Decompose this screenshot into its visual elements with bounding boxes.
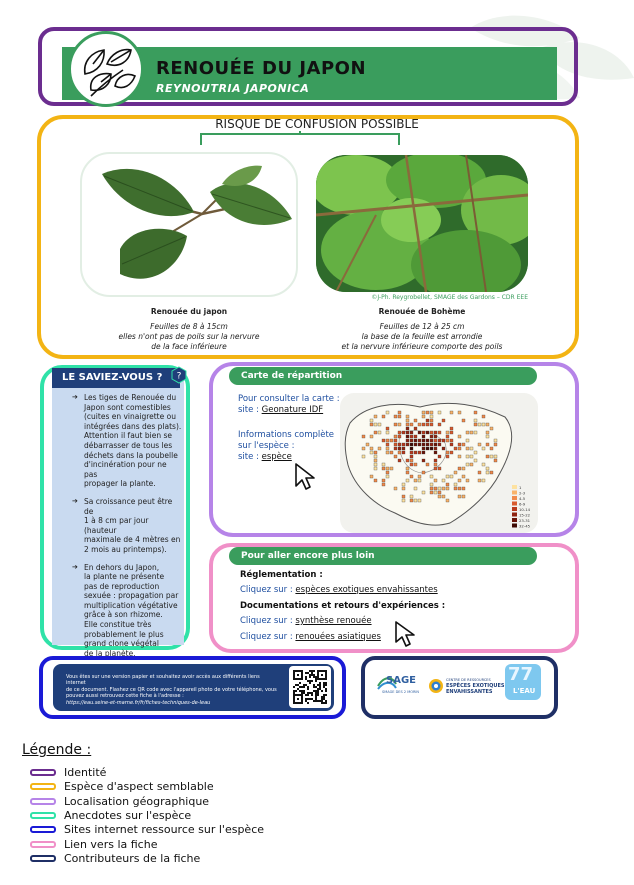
japanese-knotweed-desc-3: de la face inférieure bbox=[151, 342, 227, 351]
legend-swatch bbox=[30, 769, 56, 776]
arrow-right-icon: ➔ bbox=[72, 393, 78, 401]
map-legend-swatch bbox=[512, 507, 517, 511]
map-legend-swatch bbox=[512, 485, 517, 489]
bohemian-knotweed-desc-2: la base de la feuille est arrondie bbox=[361, 332, 483, 341]
confusion-title: RISQUE DE CONFUSION POSSIBLE bbox=[215, 117, 419, 131]
legend-label: Localisation géographique bbox=[64, 794, 210, 808]
map-legend-swatch bbox=[512, 524, 517, 528]
legend-label: Lien vers la fiche bbox=[64, 837, 158, 851]
bohemian-knotweed-desc-1: Feuilles de 12 à 25 cm bbox=[379, 322, 465, 331]
legend-swatch bbox=[30, 783, 56, 790]
legend-label: Anecdotes sur l'espèce bbox=[64, 808, 192, 822]
eau77-logo: 77 L'EAU bbox=[505, 664, 541, 700]
eee-globe-icon bbox=[428, 678, 444, 694]
asian-knotweed-link[interactable]: renouées asiatiques bbox=[295, 632, 381, 642]
anecdote-item: ➔ Sa croissance peut être de 1 à 8 cm par jour (hauteur maximale de 4 mètres en 2 mois au printemps). bbox=[72, 496, 181, 554]
map-legend-label: 1 bbox=[519, 484, 522, 490]
map-legend-label: 4-5 bbox=[519, 495, 526, 501]
cursor-pointer-icon bbox=[293, 462, 317, 492]
map-legend-label: 6-9 bbox=[519, 501, 526, 507]
consult-map-label: Pour consulter la carte : bbox=[238, 394, 340, 404]
legend-swatch bbox=[30, 855, 56, 862]
invasive-species-link[interactable]: espèces exotiques envahissantes bbox=[295, 585, 438, 595]
species-link[interactable]: espèce bbox=[261, 452, 292, 462]
legend-swatch bbox=[30, 798, 56, 805]
anecdotes-title: LE SAVIEZ-VOUS ? bbox=[52, 368, 180, 388]
map-legend-label: 23-31 bbox=[519, 517, 531, 523]
legend-swatch bbox=[30, 812, 56, 819]
consult-map-line: site : Geonature IDF bbox=[238, 405, 324, 415]
scientific-name: REYNOUTRIA JAPONICA bbox=[156, 82, 310, 95]
arrow-right-icon: ➔ bbox=[72, 562, 78, 571]
legend-label: Contributeurs de la fiche bbox=[64, 851, 201, 865]
map-legend-swatch bbox=[512, 513, 517, 517]
legend-label: Sites internet ressource sur l'espèce bbox=[64, 823, 265, 837]
eee-resource-center-logo: CENTRE DE RESSOURCES ESPÈCES EXOTIQUES ENVAHISSANTES bbox=[428, 676, 500, 698]
regulation-line: Cliquez sur : espèces exotiques envahissantes bbox=[240, 585, 438, 595]
species-info-line: site : espèce bbox=[238, 452, 292, 462]
synthesis-link[interactable]: synthèse renouée bbox=[295, 616, 372, 626]
anecdote-item: ➔ En dehors du Japon, la plante ne présente pas de reproduction sexuée : propagation par multiplication végétative grâce à son rhizome. Elle constitue très probablement le plus grand clone végétal de la planète. bbox=[72, 562, 179, 658]
fiche-url[interactable]: https://eau.seine-et-marne.fr/fr/fiches-techniques-de-leau bbox=[66, 699, 211, 706]
map-legend-label: 10-14 bbox=[519, 506, 531, 512]
legend-title: Légende : bbox=[22, 742, 92, 758]
distribution-title: Carte de répartition bbox=[229, 367, 537, 385]
map-legend-swatch bbox=[512, 518, 517, 522]
species-info-label-1: Informations complète bbox=[238, 430, 335, 440]
legend-label: Identité bbox=[64, 766, 107, 779]
asian-knotweed-line: Cliquez sur : renouées asiatiques bbox=[240, 632, 381, 642]
distribution-map bbox=[340, 393, 538, 533]
anecdote-item: ➔ Les tiges de Renouée du Japon sont comestibles (cuites en vinaigrette ou intégrées dans des plats). Attention il faut bien se débarrasser de tous les déchets dans la poubelle d'incinération pour ne pas propager la plante. bbox=[72, 393, 182, 489]
svg-text:?: ? bbox=[176, 371, 182, 382]
page-title: RENOUÉE DU JAPON bbox=[156, 58, 367, 79]
bohemian-knotweed-name: Renouée de Bohème bbox=[378, 307, 466, 316]
photo-credit: ©J-Ph. Reygrobellet, SMAGE des Gardons – CDR EEE bbox=[371, 294, 528, 301]
regulation-label: Réglementation : bbox=[240, 570, 323, 580]
japanese-knotweed-desc-1: Feuilles de 8 à 15cm bbox=[150, 322, 228, 331]
bohemian-knotweed-photo bbox=[316, 155, 528, 292]
map-legend-label: 2-3 bbox=[519, 490, 526, 496]
species-info-label-2: sur l'espèce : bbox=[238, 441, 295, 451]
bohemian-knotweed-desc-3: et la nervure inférieure comporte des poils bbox=[341, 342, 503, 351]
smage-logo: SAGE SMAGE DES 2 MORIN bbox=[376, 672, 426, 702]
map-legend-label: 15-22 bbox=[519, 512, 531, 518]
legend-swatch bbox=[30, 841, 56, 848]
documentation-label: Documentations et retours d'expériences : bbox=[240, 601, 446, 611]
map-legend-swatch bbox=[512, 491, 517, 495]
cursor-pointer-icon bbox=[393, 620, 419, 648]
links-title: Pour aller encore plus loin bbox=[229, 547, 537, 565]
arrow-right-icon: ➔ bbox=[72, 496, 78, 505]
question-hexagon-icon bbox=[171, 366, 187, 384]
qr-code[interactable] bbox=[289, 666, 331, 708]
comparison-bracket bbox=[200, 133, 400, 145]
map-legend-swatch bbox=[512, 502, 517, 506]
legend-label: Espèce d'aspect semblable bbox=[64, 780, 214, 794]
geonature-link[interactable]: Geonature IDF bbox=[261, 405, 324, 415]
knotweed-leaf-logo-icon bbox=[68, 31, 144, 107]
japanese-knotweed-photo bbox=[80, 152, 298, 297]
japanese-knotweed-name: Renouée du japon bbox=[150, 307, 228, 316]
map-legend-label: 32-45 bbox=[519, 523, 531, 529]
synthesis-line: Cliquez sur : synthèse renouée bbox=[240, 616, 372, 626]
anecdotes-list bbox=[64, 393, 182, 666]
legend-swatch bbox=[30, 826, 56, 833]
japanese-knotweed-desc-2: elles n'ont pas de poils sur la nervure bbox=[118, 332, 260, 341]
qr-instructions: Vous êtes sur une version papier et souhaitez avoir accès aux différents liens internet de ce document. Flashez ce QR code avec l'appareil photo de votre téléphone, vous pouvez aussi retrouvez cette fiche à l'adresse : https://eau.seine-et-marne.fr/fr/fiches-techniques-de-leau bbox=[66, 674, 277, 706]
map-legend-swatch bbox=[512, 496, 517, 500]
